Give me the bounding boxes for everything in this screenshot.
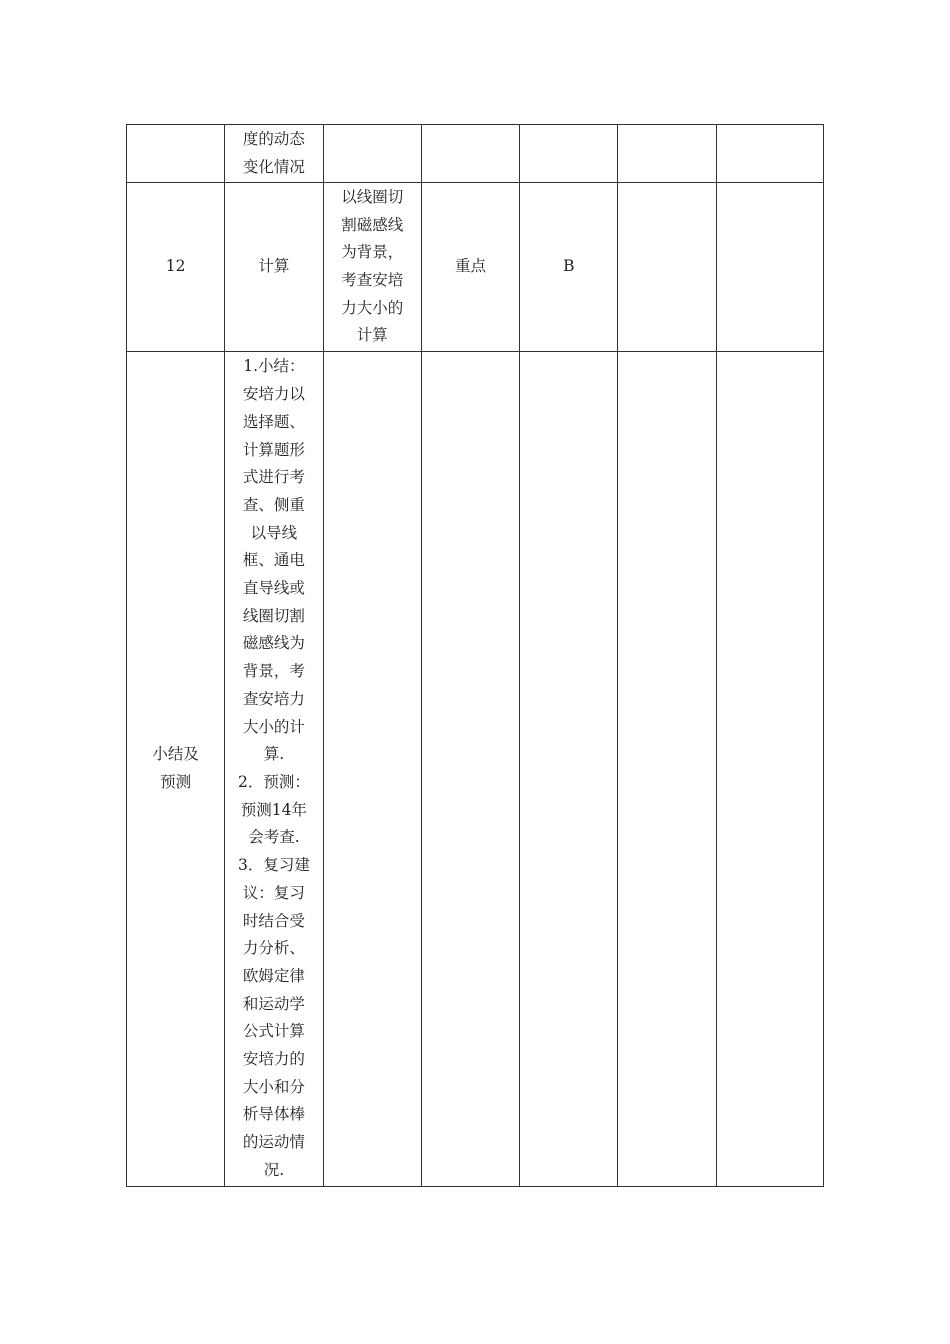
table-cell	[520, 125, 618, 183]
importance-cell: 重点	[421, 183, 519, 352]
table-cell	[127, 125, 225, 183]
question-type-cell: 计算	[225, 183, 323, 352]
table-cell	[323, 352, 421, 1187]
summary-label-cell: 小结及 预测	[127, 352, 225, 1187]
table-cell	[618, 352, 716, 1187]
table-cell	[618, 125, 716, 183]
content-cell: 以线圈切 割磁感线 为背景， 考查安培 力大小的 计算	[323, 183, 421, 352]
table-row	[127, 183, 824, 352]
table-cell	[716, 183, 823, 352]
table-cell	[716, 352, 823, 1187]
table-cell	[520, 352, 618, 1187]
table-cell	[421, 125, 519, 183]
table-row	[127, 125, 824, 183]
table-cell	[323, 125, 421, 183]
table-cell: 度的动态 变化情况	[225, 125, 323, 183]
level-cell: B	[520, 183, 618, 352]
table-cell	[421, 352, 519, 1187]
table-cell	[618, 183, 716, 352]
item-number-cell: 12	[127, 183, 225, 352]
document-table	[126, 124, 824, 1187]
table-row	[127, 352, 824, 1187]
table-cell	[716, 125, 823, 183]
summary-content-cell: 1.小结： 安培力以 选择题、 计算题形 式进行考 查、侧重 以导线 框、通电 直导线或 线圈切割 磁感线为 背景，考 查安培力 大小的计 算. 2．预测： 预测14年 会考查. 3．复习建 议：复习 时结合受 力分析、 欧姆定律 和运动学 公式计算 安培力的 大小和分 析导体棒 的运动情 况.	[225, 352, 323, 1187]
